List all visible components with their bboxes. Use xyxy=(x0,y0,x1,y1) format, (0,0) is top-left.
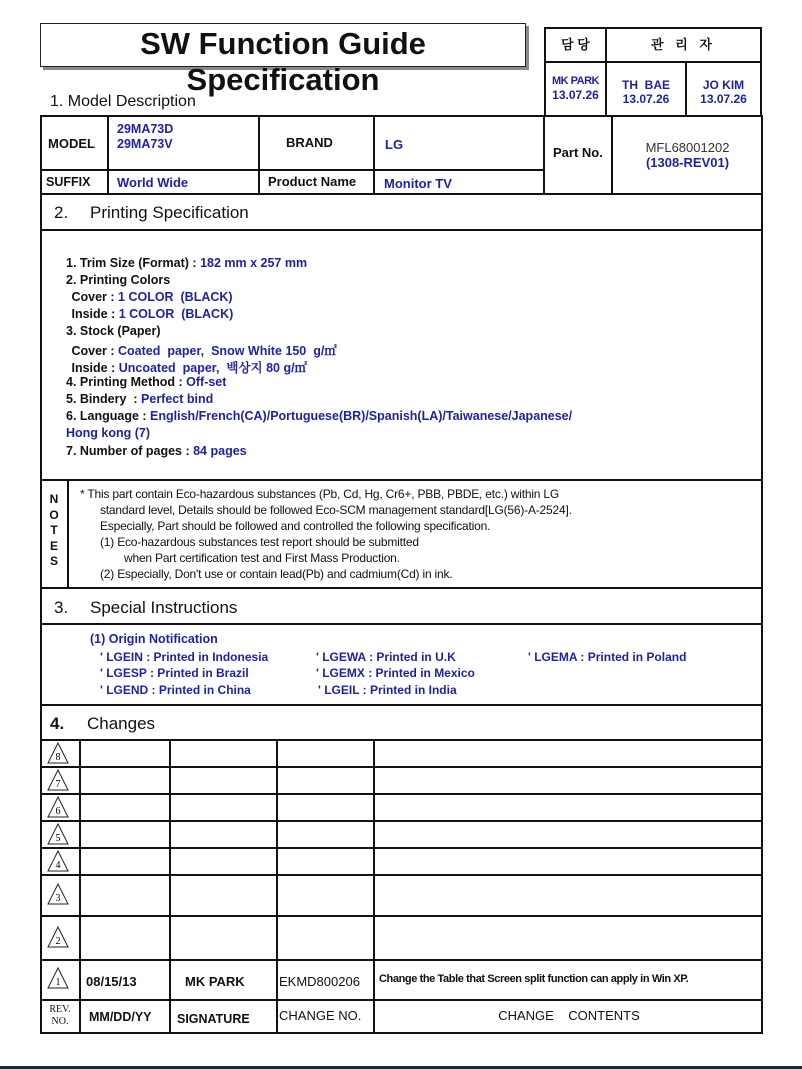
divider xyxy=(40,479,763,481)
change-number: EKMD800206 xyxy=(279,974,360,989)
approval-signer-1 xyxy=(546,63,607,117)
suffix-value: World Wide xyxy=(117,175,189,190)
spec-item: 1. Trim Size (Format) : 182 mm x 257 mm xyxy=(66,256,308,270)
part-no-label: Part No. xyxy=(553,145,603,160)
document-title-box xyxy=(40,23,526,97)
divider xyxy=(40,229,763,231)
product-name-label: Product Name xyxy=(268,174,357,189)
spec-item: 6. Language : English/French(CA)/Portuguese(BR)/Spanish(LA)/Taiwanese/Japanese/ xyxy=(66,409,573,423)
svg-text:8: 8 xyxy=(55,752,61,763)
brand-label: BRAND xyxy=(286,135,333,150)
part-no-value: MFL68001202 xyxy=(645,140,730,155)
signer-date: 13.07.26 xyxy=(552,88,599,102)
divider xyxy=(40,915,763,917)
spec-item: Inside : 1 COLOR (BLACK) xyxy=(68,307,234,321)
approval-signer-2 xyxy=(607,63,687,117)
change-signature: MK PARK xyxy=(185,974,245,989)
spec-item: 3. Stock (Paper) xyxy=(66,324,161,338)
approval-header-charge: 담 당 xyxy=(546,29,607,63)
signer-date: 13.07.26 xyxy=(622,92,670,106)
change-no-header: CHANGE NO. xyxy=(279,1008,362,1023)
change-date: 08/15/13 xyxy=(86,974,137,989)
note-line: when Part certification test and First Mass Production. xyxy=(124,551,400,565)
origin-item: ' LGEMA : Printed in Poland xyxy=(528,650,687,664)
divider xyxy=(258,115,260,194)
divider xyxy=(169,740,171,1034)
part-no-block xyxy=(613,140,762,170)
signature-header: SIGNATURE xyxy=(177,1012,250,1026)
revision-triangle-icon xyxy=(47,796,69,818)
note-line: (2) Especially, Don't use or contain lead(Pb) and cadmium(Cd) in ink. xyxy=(100,567,453,581)
section4-number: 4. xyxy=(50,714,65,733)
divider xyxy=(40,766,763,768)
divider xyxy=(40,623,763,625)
divider xyxy=(40,874,763,876)
spec-item: Cover : Coated paper, Snow White 150 g/㎡ xyxy=(68,344,337,358)
note-line: standard level, Details should be followed Eco-SCM management standard[LG(56)-A-2524]. xyxy=(100,503,572,517)
divider xyxy=(543,115,545,194)
section2-number: 2. xyxy=(54,203,69,222)
change-contents-header: CHANGE CONTENTS xyxy=(498,1008,640,1023)
origin-item: ' LGEMX : Printed in Mexico xyxy=(316,666,475,680)
notes-label: N O T E S xyxy=(49,492,59,568)
divider xyxy=(107,115,109,194)
spec-item: 2. Printing Colors xyxy=(66,273,171,287)
divider xyxy=(79,740,81,1034)
note-line: * This part contain Eco-hazardous substances (Pb, Cd, Hg, Cr6+, PBB, PBDE, etc.) within LG xyxy=(80,487,560,501)
revision-triangle-icon xyxy=(47,883,69,905)
signer-name: MK PARK xyxy=(551,75,599,87)
svg-text:1: 1 xyxy=(55,977,61,988)
revision-triangle-icon xyxy=(47,742,69,764)
svg-text:2: 2 xyxy=(55,936,61,947)
origin-item: ' LGEIL : Printed in India xyxy=(318,683,457,697)
section4-title: Changes xyxy=(87,714,156,733)
approval-signer-3 xyxy=(687,63,760,117)
document-title: SW Function Guide Specification xyxy=(140,26,426,97)
section3-title: Special Instructions xyxy=(90,598,238,617)
revision-triangle-icon xyxy=(47,769,69,791)
spec-item: Inside : Uncoated paper, 백상지 80 g/㎡ xyxy=(68,361,308,375)
spec-item: 4. Printing Method : Off-set xyxy=(66,375,227,389)
svg-text:3: 3 xyxy=(55,893,61,904)
origin-title: (1) Origin Notification xyxy=(90,632,218,646)
divider xyxy=(276,740,278,1034)
spec-item-continued: Hong kong (7) xyxy=(66,426,151,440)
divider xyxy=(40,959,763,961)
approval-table xyxy=(544,27,762,116)
divider xyxy=(40,820,763,822)
brand-value: LG xyxy=(385,137,404,152)
part-no-revision: (1308-REV01) xyxy=(645,155,730,170)
note-line: (1) Eco-hazardous substances test report should be submitted xyxy=(100,535,419,549)
svg-text:6: 6 xyxy=(55,806,61,817)
section1-title: 1. Model Description xyxy=(50,93,196,110)
divider xyxy=(40,587,763,589)
product-name-value: Monitor TV xyxy=(384,176,452,191)
divider xyxy=(40,704,763,706)
spec-item: 7. Number of pages : 84 pages xyxy=(66,444,247,458)
signer-name: JO KIM xyxy=(702,78,745,92)
svg-text:7: 7 xyxy=(55,779,61,790)
divider xyxy=(40,999,763,1001)
svg-text:5: 5 xyxy=(55,833,61,844)
divider xyxy=(40,169,545,171)
change-contents: Change the Table that Screen split function can apply in Win XP. xyxy=(379,973,689,985)
section3-number: 3. xyxy=(54,598,69,617)
divider xyxy=(40,847,763,849)
divider xyxy=(40,793,763,795)
origin-item: ' LGEND : Printed in China xyxy=(100,683,251,697)
divider xyxy=(373,740,375,1034)
revision-triangle-icon xyxy=(47,850,69,872)
suffix-label: SUFFIX xyxy=(46,175,91,189)
signer-name: TH BAE xyxy=(622,78,670,92)
divider xyxy=(373,115,375,194)
origin-item: ' LGEIN : Printed in Indonesia xyxy=(100,650,269,664)
model-values xyxy=(117,122,173,152)
section2-title: Printing Specification xyxy=(90,203,249,222)
model-label: MODEL xyxy=(48,136,95,151)
rev-no-header: REV. NO. xyxy=(49,1004,71,1027)
model-value: 29MA73V xyxy=(117,137,173,151)
signer-date: 13.07.26 xyxy=(700,92,747,106)
date-header: MM/DD/YY xyxy=(89,1010,152,1024)
divider xyxy=(40,193,763,195)
origin-item: ' LGESP : Printed in Brazil xyxy=(100,666,249,680)
revision-triangle-icon xyxy=(47,967,69,989)
divider xyxy=(40,739,763,741)
spec-item: Cover : 1 COLOR (BLACK) xyxy=(68,290,233,304)
approval-header-manager: 관 리 자 xyxy=(607,29,760,63)
svg-text:4: 4 xyxy=(55,860,61,871)
model-value: 29MA73D xyxy=(117,122,174,136)
origin-item: ' LGEWA : Printed in U.K xyxy=(316,650,456,664)
note-line: Especially, Part should be followed and controlled the following specification. xyxy=(100,519,491,533)
spec-item: 5. Bindery : Perfect bind xyxy=(66,392,214,406)
revision-triangle-icon xyxy=(47,823,69,845)
revision-triangle-icon xyxy=(47,926,69,948)
